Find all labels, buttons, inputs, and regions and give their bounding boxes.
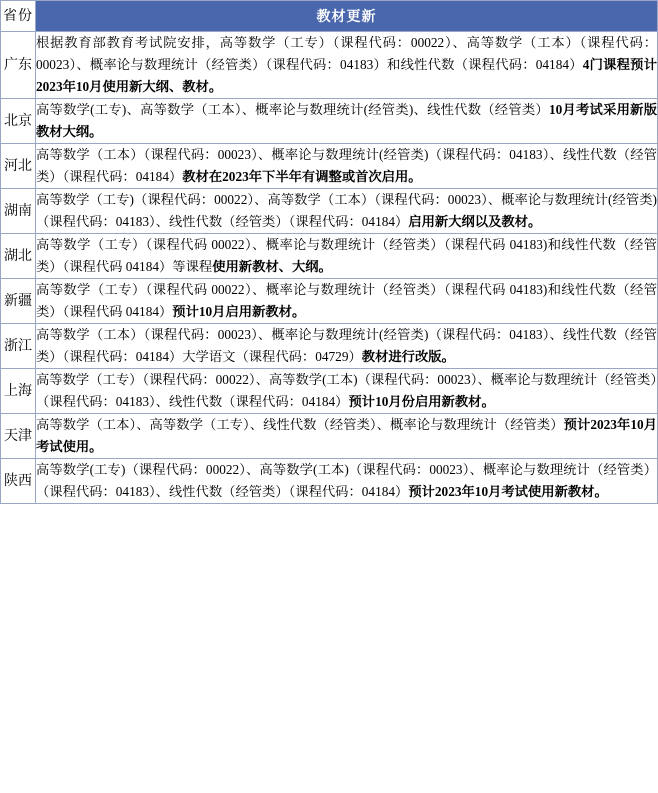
province-cell: 湖南 xyxy=(1,189,36,234)
update-cell xyxy=(36,279,658,324)
update-emphasis: 4门课程预计2023年10月使用新大纲、教材。 xyxy=(36,57,657,94)
update-cell xyxy=(36,369,658,414)
table-row xyxy=(1,189,658,234)
update-text: 高等数学（工本）（课程代码：00023）、概率论与数理统计(经管类)（课程代码：04183）、线性代数（经管类）（课程代码：04184） xyxy=(36,147,657,184)
update-text: 高等数学(工专)（课程代码：00022）、高等数学(工本)（课程代码：00023）、概率论与数理统计（经管类）（课程代码：04183）、线性代数（经管类）（课程代码：04184） xyxy=(36,462,657,499)
column-header-province: 省份 xyxy=(1,1,36,32)
table-row xyxy=(1,99,658,144)
province-cell: 天津 xyxy=(1,414,36,459)
update-emphasis: 预计2023年10月考试使用新教材。 xyxy=(408,484,608,499)
province-cell: 广东 xyxy=(1,32,36,99)
table-row xyxy=(1,324,658,369)
province-cell: 新疆 xyxy=(1,279,36,324)
update-emphasis: 预计2023年10月考试使用。 xyxy=(36,417,657,454)
table-row xyxy=(1,279,658,324)
update-emphasis: 教材在2023年下半年有调整或首次启用。 xyxy=(182,169,422,184)
update-emphasis: 预计10月启用新教材。 xyxy=(172,304,306,319)
update-text: 高等数学（工专)（课程代码：00022）、高等数学（工本）（课程代码：00023）、概率论与数理统计(经管类)（课程代码：04183）、线性代数（经管类）（课程代码：04184） xyxy=(36,192,657,229)
update-cell xyxy=(36,324,658,369)
province-cell: 陕西 xyxy=(1,459,36,504)
update-cell xyxy=(36,234,658,279)
update-emphasis: 使用新教材、大纲。 xyxy=(212,259,332,274)
table-header xyxy=(1,1,658,32)
province-cell: 浙江 xyxy=(1,324,36,369)
table-row xyxy=(1,414,658,459)
update-text: 高等数学（工本）、高等数学（工专）、线性代数（经管类）、概率论与数理统计（经管类） xyxy=(36,417,564,432)
update-cell xyxy=(36,414,658,459)
update-emphasis: 教材进行改版。 xyxy=(361,349,455,364)
table-row xyxy=(1,32,658,99)
update-text: 高等数学（工专）（课程代码：00022）、高等数学(工本)（课程代码：00023）、概率论与数理统计（经管类）（课程代码：04183）、线性代数（课程代码：04184） xyxy=(36,372,657,409)
table-body xyxy=(1,32,658,504)
table-row xyxy=(1,369,658,414)
column-header-update: 教材更新 xyxy=(36,1,658,32)
update-text: 高等数学（工专）（课程代码 00022）、概率论与数理统计（经管类）（课程代码 04183)和线性代数（经管类）（课程代码 04184）等课程 xyxy=(36,237,657,274)
update-cell xyxy=(36,99,658,144)
province-cell: 北京 xyxy=(1,99,36,144)
province-cell: 河北 xyxy=(1,144,36,189)
update-text: 根据教育部教育考试院安排，高等数学（工专）（课程代码：00022）、高等数学（工本）（课程代码：00023）、概率论与数理统计（经管类）（课程代码：04183）和线性代数（课程代码：04184） xyxy=(36,35,657,72)
table-header-row xyxy=(1,1,658,32)
update-emphasis: 启用新大纲以及教材。 xyxy=(408,214,542,229)
update-emphasis: 10月考试采用新版教材大纲。 xyxy=(36,102,658,139)
update-text: 高等数学（工本）（课程代码：00023）、概率论与数理统计(经管类)（课程代码：04183）、线性代数（经管类）（课程代码：04184）大学语文（课程代码：04729） xyxy=(36,327,657,364)
table-row xyxy=(1,459,658,504)
table-row xyxy=(1,144,658,189)
province-cell: 湖北 xyxy=(1,234,36,279)
update-cell xyxy=(36,144,658,189)
table-row xyxy=(1,234,658,279)
update-cell xyxy=(36,459,658,504)
update-emphasis: 预计10月份启用新教材。 xyxy=(348,394,495,409)
update-text: 高等数学(工专)、高等数学（工本）、概率论与数理统计(经管类)、线性代数（经管类） xyxy=(36,102,549,117)
update-cell xyxy=(36,32,658,99)
update-text: 高等数学（工专）（课程代码 00022）、概率论与数理统计（经管类）（课程代码 04183)和线性代数（经管类）（课程代码 04184） xyxy=(36,282,657,319)
province-cell: 上海 xyxy=(1,369,36,414)
update-cell xyxy=(36,189,658,234)
